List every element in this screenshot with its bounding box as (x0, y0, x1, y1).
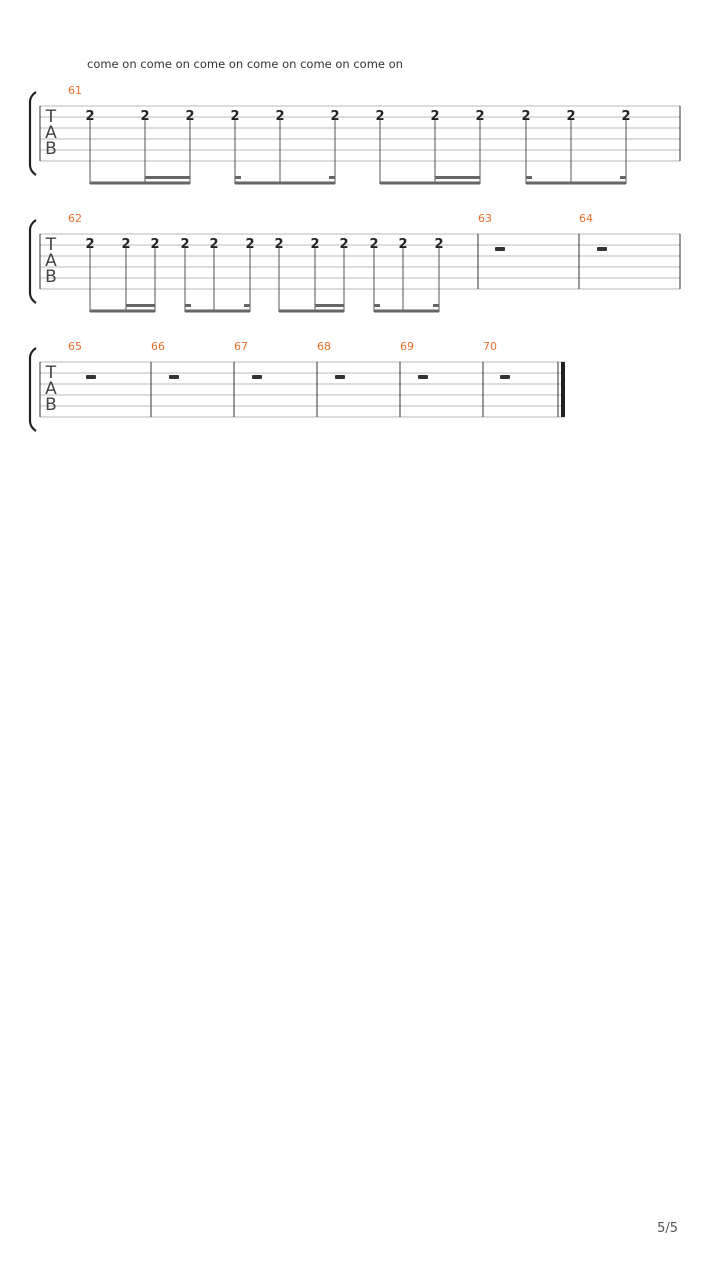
sixteenth-beam (435, 176, 480, 179)
eighth-beam (235, 182, 335, 185)
final-barline (561, 362, 565, 417)
fret-number: 2 (185, 109, 195, 124)
fret-number: 2 (475, 109, 485, 124)
eighth-beam (374, 310, 439, 313)
fret-number: 2 (274, 237, 284, 252)
fret-number: 2 (85, 109, 95, 124)
fret-number: 2 (430, 109, 440, 124)
fret-number: 2 (245, 237, 255, 252)
eighth-beam (185, 310, 250, 313)
fret-number: 2 (209, 237, 219, 252)
fret-number: 2 (275, 109, 285, 124)
whole-rest (86, 375, 96, 379)
sixteenth-beam-stub (185, 304, 191, 307)
measure-number: 68 (317, 340, 331, 353)
whole-rest (252, 375, 262, 379)
page-number: 5/5 (657, 1221, 678, 1236)
fret-number: 2 (150, 237, 160, 252)
fret-number: 2 (310, 237, 320, 252)
system-bracket (30, 348, 36, 431)
whole-rest (418, 375, 428, 379)
whole-rest (500, 375, 510, 379)
eighth-beam (380, 182, 480, 185)
fret-number: 2 (230, 109, 240, 124)
sixteenth-beam-stub (433, 304, 439, 307)
fret-number: 2 (621, 109, 631, 124)
system-bracket (30, 220, 36, 303)
eighth-beam (526, 182, 626, 185)
eighth-beam (90, 182, 190, 185)
fret-number: 2 (521, 109, 531, 124)
sixteenth-beam-stub (329, 176, 335, 179)
whole-rest (169, 375, 179, 379)
eighth-beam (90, 310, 155, 313)
fret-number: 2 (140, 109, 150, 124)
fret-number: 2 (369, 237, 379, 252)
measure-number: 66 (151, 340, 165, 353)
measure-number: 67 (234, 340, 248, 353)
eighth-beam (279, 310, 344, 313)
sixteenth-beam-stub (620, 176, 626, 179)
fret-number: 2 (566, 109, 576, 124)
fret-number: 2 (434, 237, 444, 252)
measure-number: 70 (483, 340, 497, 353)
tab-clef-letter: T (45, 107, 57, 127)
sixteenth-beam-stub (526, 176, 532, 179)
sixteenth-beam-stub (244, 304, 250, 307)
tab-clef-letter: B (45, 395, 57, 415)
tab-clef-letter: A (45, 379, 57, 399)
fret-number: 2 (180, 237, 190, 252)
measure-number: 62 (68, 212, 82, 225)
tab-clef-letter: B (45, 267, 57, 287)
tab-clef-letter: T (45, 235, 57, 255)
fret-number: 2 (85, 237, 95, 252)
whole-rest (335, 375, 345, 379)
sixteenth-beam (315, 304, 344, 307)
lyrics-line: come on come on come on come on come on come on (87, 57, 403, 71)
sixteenth-beam (145, 176, 190, 179)
system-bracket (30, 92, 36, 175)
tab-clef-letter: A (45, 251, 57, 271)
measure-number: 69 (400, 340, 414, 353)
fret-number: 2 (375, 109, 385, 124)
fret-number: 2 (398, 237, 408, 252)
tab-clef-letter: B (45, 139, 57, 159)
fret-number: 2 (121, 237, 131, 252)
sixteenth-beam-stub (374, 304, 380, 307)
whole-rest (495, 247, 505, 251)
measure-number: 63 (478, 212, 492, 225)
sixteenth-beam (126, 304, 155, 307)
tab-clef-letter: T (45, 363, 57, 383)
whole-rest (597, 247, 607, 251)
measure-number: 61 (68, 84, 82, 97)
sixteenth-beam-stub (235, 176, 241, 179)
tab-clef-letter: A (45, 123, 57, 143)
fret-number: 2 (339, 237, 349, 252)
measure-number: 64 (579, 212, 593, 225)
measure-number: 65 (68, 340, 82, 353)
fret-number: 2 (330, 109, 340, 124)
